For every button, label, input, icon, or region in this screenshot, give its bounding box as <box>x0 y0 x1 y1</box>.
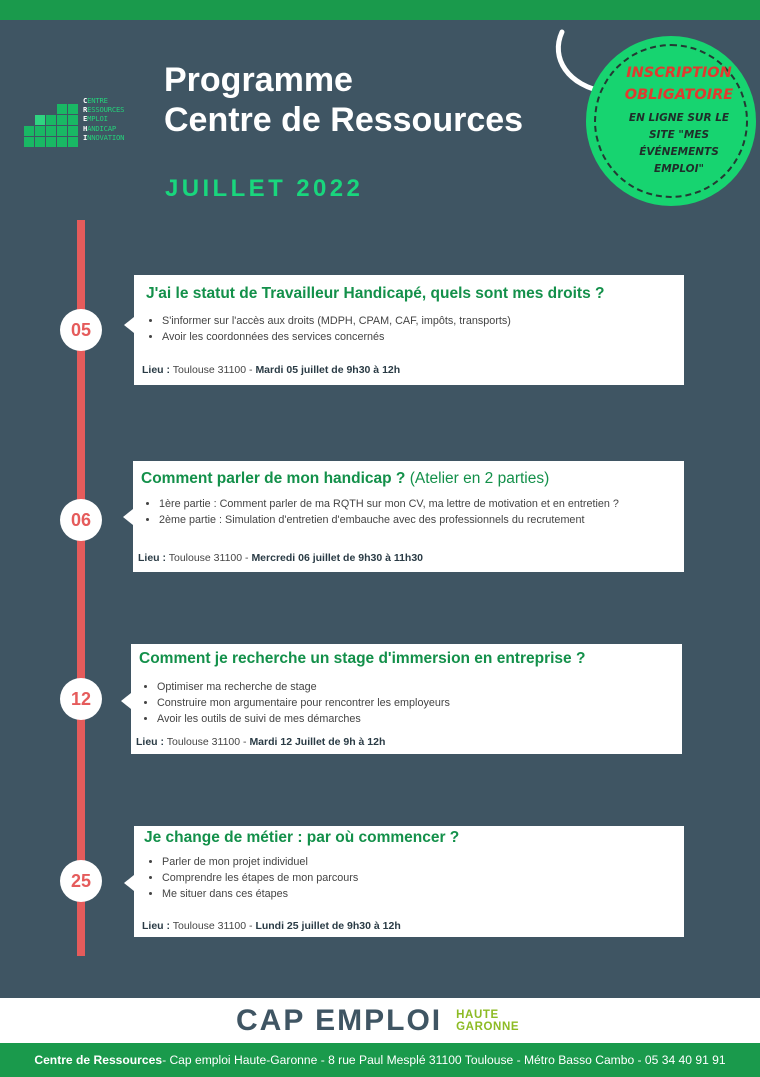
title-line-1: Programme <box>164 61 353 99</box>
event-location: Lieu : Toulouse 31100 - Lundi 25 juillet de 9h30 à 12h <box>142 920 401 932</box>
logo-line: HANDICAP <box>83 123 117 133</box>
page-title <box>164 60 523 140</box>
date-circle: 05 <box>60 309 102 351</box>
list-item: • 2ème partie : Simulation d'entretien d'embauche avec des professionnels du recrutement <box>159 512 619 528</box>
event-card <box>131 644 682 754</box>
event-bullets <box>133 679 450 727</box>
brand-name: CAP EMPLOI <box>236 1004 443 1037</box>
event-location: Lieu : Toulouse 31100 - Mardi 05 juillet de 9h30 à 12h <box>142 364 401 376</box>
event-card <box>134 275 684 385</box>
top-stripe <box>0 0 760 20</box>
badge-sub-text: EN LIGNE SUR LE SITE "MES ÉVÉNEMENTS EMPLOI" <box>628 112 730 175</box>
event-bullets <box>138 313 511 345</box>
badge-text <box>600 62 758 178</box>
date-circle: 12 <box>60 678 102 720</box>
list-item: • Avoir les outils de suivi de mes démarches <box>157 711 450 727</box>
logo-line: RESSOURCES <box>83 105 125 115</box>
event-bullets <box>138 854 358 902</box>
date-circle: 06 <box>60 499 102 541</box>
event-title: Comment parler de mon handicap ? (Atelier en 2 parties) <box>141 470 550 487</box>
logo-wordmark <box>83 96 124 142</box>
month-subtitle: JUILLET 2022 <box>165 175 364 202</box>
list-item: • Avoir les coordonnées des services concernés <box>162 329 511 345</box>
date-circle: 25 <box>60 860 102 902</box>
list-item: • Parler de mon projet individuel <box>162 854 358 870</box>
footer-contact-bar: Centre de Ressources - Cap emploi Haute-Garonne - 8 rue Paul Mesplé 31100 Toulouse - Métro Basso Cambo - 05 34 40 91 91 <box>0 1043 760 1077</box>
list-item: • Comprendre les étapes de mon parcours <box>162 870 358 886</box>
list-item: • Me situer dans ces étapes <box>162 886 358 902</box>
badge-main-text: INSCRIPTION OBLIGATOIRE <box>624 65 734 103</box>
event-bullets <box>135 496 619 528</box>
event-title: J'ai le statut de Travailleur Handicapé, quels sont mes droits ? <box>146 285 605 302</box>
event-card <box>134 826 684 937</box>
list-item: • S'informer sur l'accès aux droits (MDPH, CPAM, CAF, impôts, transports) <box>162 313 511 329</box>
logo-line: EMPLOI <box>83 114 108 124</box>
event-title: Comment je recherche un stage d'immersion en entreprise ? <box>139 650 586 667</box>
brand-region: HAUTE GARONNE <box>456 1009 520 1033</box>
list-item: • 1ère partie : Comment parler de ma RQTH sur mon CV, ma lettre de motivation et en entretien ? <box>159 496 619 512</box>
title-line-2: Centre de Ressources <box>164 101 524 139</box>
cap-emploi-logo <box>236 1004 519 1038</box>
event-title: Je change de métier : par où commencer ? <box>144 829 460 846</box>
list-item: • Construire mon argumentaire pour rencontrer les employeurs <box>157 695 450 711</box>
logo-line: INNOVATION <box>83 132 125 142</box>
logo-line: CENTRE <box>83 96 108 105</box>
event-location: Lieu : Toulouse 31100 - Mardi 12 Juillet de 9h à 12h <box>136 736 386 748</box>
event-location: Lieu : Toulouse 31100 - Mercredi 06 juillet de 9h30 à 11h30 <box>138 552 424 564</box>
list-item: • Optimiser ma recherche de stage <box>157 679 450 695</box>
event-card <box>133 461 684 572</box>
